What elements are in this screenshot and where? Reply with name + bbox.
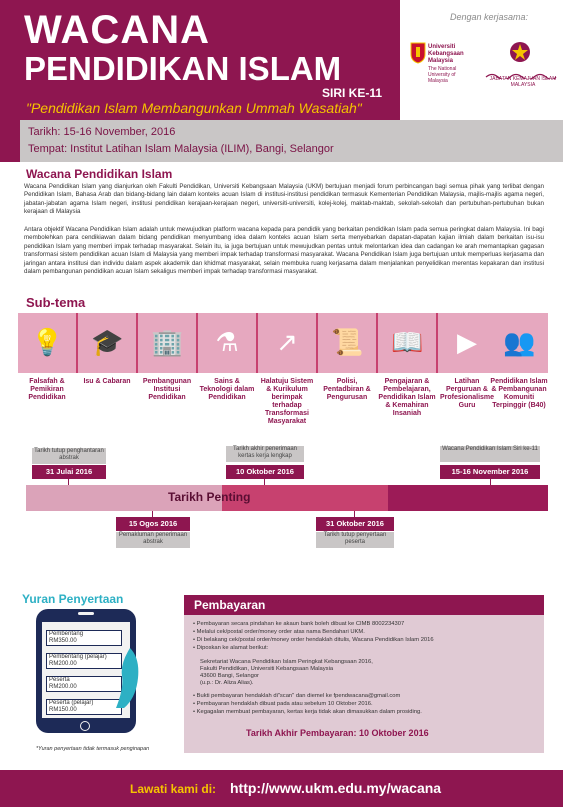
payment-item: • Pembayaran secara pindahan ke akaun bank boleh dibuat ke CIMB 8002234307 [193,621,405,627]
scroll-icon: 📜 [331,327,364,357]
footer-label: Lawati kami di: [130,782,217,796]
address-line: Fakulti Pendidikan, Universiti Kebangsaan Malaysia [200,666,334,672]
fee-category: Peserta (pelajar) [49,700,94,706]
graduation-cap-icon: 🎓 [91,327,124,357]
payment-item: • Melalui cek/postal order/money order atas nama Bendahari UKM. [193,629,365,635]
payment-deadline: Tarikh Akhir Pembayaran: 10 Oktober 2016 [246,728,429,738]
tl-label-registration-close: Tarikh tutup penyertaan peserta [316,532,394,548]
subtema-tile [378,313,436,373]
partner1-name: Universiti Kebangsaan Malaysia [428,44,464,64]
fee-item [46,630,122,646]
tl-label-event: Wacana Pendidikan Islam Siri ke-11 [440,446,540,462]
tl-date-paper-deadline: 10 Oktober 2016 [226,465,304,479]
event-venue: Tempat: Institut Latihan Islam Malaysia (ILIM), Bangi, Selangor [28,143,334,155]
timeline-bar-segment [388,485,548,511]
subtema-tile [490,313,548,373]
jakim-arabic-logotype-icon [484,66,558,74]
subtema-label: Pembangunan Institusi Pendidikan [142,378,192,401]
address-line: 43600 Bangi, Selangor [200,673,259,679]
fee-amount: RM200.00 [49,661,77,667]
partner1-sub: The National University of Malaysia [428,66,457,84]
tl-label-paper-deadline: Tarikh akhir penerimaan kertas kerja lengkap [226,446,304,462]
phone-home-button [80,721,90,731]
tl-date-abstract-notice: 15 Ogos 2016 [116,517,190,531]
tagline: "Pendidikan Islam Membangunkan Ummah Wasatiah" [26,100,362,116]
info-strip [0,120,20,162]
video-play-icon: ▶ [457,327,477,357]
fee-category: Pembentang [49,631,84,637]
event-date: Tarikh: 15-16 November, 2016 [28,126,176,138]
partner2-name: JABATAN KEMAJUAN ISLAM MALAYSIA [489,76,557,88]
website-link[interactable]: http://www.ukm.edu.my/wacana [230,780,442,796]
payment-item: • Di belakang cek/postal order/money order hendaklah ditulis, Wacana Pendidikan Islam 2016 [193,637,434,643]
fee-amount: RM150.00 [49,707,77,713]
intro-paragraph-1: Wacana Pendidikan Islam yang dianjurkan oleh Fakulti Pendidikan, Universiti Kebangsaan Malaysia (UKM) bertujuan menjadi forum perbincangan bagi semua pihak yang terlibat dengan Pendidikan Islam, Bahasa Arab dan bidang-bidang lain dalam konteks acuan Islam di institusi-institusi pendidikan termasuk Kementerian Pendidikan Malaysia, majlis-majlis agama negeri, jabatan-jabatan agama Islam negeri, institusi pendidikan kerajaan-kerajaan negeri, universiti-universiti, kolej-kolej, maktab-maktab, sekolah-sekolah dan pertubuhan-pertubuhan bukan kerajaan di Malaysia [24,183,544,216]
payment-item: • Diposkan ke alamat berikut: [193,645,269,651]
subtema-tile [438,313,496,373]
subtema-tile [18,313,76,373]
fee-amount: RM350.00 [49,638,77,644]
phone-speaker [78,612,94,615]
tl-date-registration-close: 31 Oktober 2016 [316,517,394,531]
subtema-label: Pengajaran & Pembelajaran, Pendidikan Islam & Kemahiran Insaniah [378,378,436,417]
intro-paragraph-2: Antara objektif Wacana Pendidikan Islam adalah untuk mewujudkan platform wacana kepada para pendidik yang berkaitan pendidikan Islam pada semua peringkat dalam Malaysia. Ini bagi membolehkan para cendikiawan dalam bidang pendidikan menyumbang idea dalam konteks acuan Islam serta menyebarkan dapatan-dapatan kajian ilmiah dalam berkaitan isu-isu pendidikan Islam yang memberi impak terhadap masyarakat. Selain itu, ia juga bertujuan untuk mewujudkan pentas untuk melontarkan idea dan cadangan ke arah memantapkan gagasan transformasi sistem pendidikan acuan Islam di Malaysia yang memberi impak terhadap transformasi masyarakat. Wacana Pendidikan Islam juga bertujuan untuk memperluas kerjasama dan jaringan antara institusi dan individu dalam aspek akademik dan khidmat masyarakat, selain membuka ruang kerjasama dalam menjalankan penyelidikan merentas kepakaran dan institusi dalam pembangunan pendidikan acuan Islam sekaligus memberi impak terhadap transformasi masyarakat. [24,226,544,276]
intro-title: Wacana Pendidikan Islam [26,167,173,181]
title-line2: PENDIDIKAN ISLAM [24,50,342,87]
subtema-label: Isu & Cabaran [83,378,131,385]
fee-title: Yuran Penyertaan [22,592,124,606]
tl-date-event: 15-16 November 2016 [440,465,540,479]
subtema-label: Sains & Teknologi dalam Pendidikan [199,378,255,401]
fee-category: Peserta [49,677,70,683]
subtema-label: Latihan Perguruan & Profesionalisme Guru [439,378,495,409]
tl-date-abstract-deadline: 31 Julai 2016 [32,465,106,479]
ukm-crest-icon [410,42,426,64]
hand-icon [110,648,140,708]
subtema-label: Halatuju Sistem & Kurikulum berimpak terhadap Transformasi Masyarakat [260,378,314,425]
subtema-tile [318,313,376,373]
fee-category: Pembentang (pelajar) [49,654,107,660]
subtema-tile [78,313,136,373]
payment-title: Pembayaran [194,598,266,612]
subtema-tile [258,313,316,373]
payment-item: • Bukti pembayaran hendaklah di"scan" dan diemel ke fpendwacana@gmail.com [193,693,401,699]
book-icon: 📖 [391,327,424,357]
timeline-title: Tarikh Penting [168,490,251,504]
series-label: SIRI KE-11 [322,86,383,100]
payment-item: • Kegagalan membuat pembayaran, kertas kerja tidak akan dimasukkan dalam prosiding. [193,709,422,715]
payment-item: • Pembayaran hendaklah dibuat pada atau sebelum 10 Oktober 2016. [193,701,373,707]
test-tube-icon: ⚗ [215,327,239,357]
address-line: Sekretariat Wacana Pendidikan Islam Peringkat Kebangsaan 2016, [200,659,373,665]
title-line1: WACANA [24,8,210,52]
subtema-title: Sub-tema [26,295,86,310]
lightbulb-icon: 💡 [31,327,64,357]
tl-label-abstract-notice: Pemakluman penerimaan abstrak [116,532,190,548]
partner-label: Dengan kerjasama: [450,12,529,22]
group-icon: 👥 [503,327,536,357]
building-icon: 🏢 [151,327,184,357]
subtema-tile [198,313,256,373]
subtema-label: Pendidikan Islam & Pembangunan Komuniti Terpinggir (B40) [490,378,548,409]
subtema-label: Polisi, Pentadbiran & Pengurusan [323,378,371,401]
trend-arrow-icon: ↗ [276,327,298,357]
fee-note: *Yuran penyertaan tidak termasuk penginapan [36,746,150,752]
address-line: (u.p.: Dr. Aliza Alias). [200,680,254,686]
subtema-label: Falsafah & Pemikiran Pendidikan [28,378,66,401]
fee-amount: RM200.00 [49,684,77,690]
subtema-tile [138,313,196,373]
tl-label-abstract-deadline: Tarikh tutup penghantaran abstrak [32,448,106,464]
jakim-emblem-icon [508,40,532,64]
